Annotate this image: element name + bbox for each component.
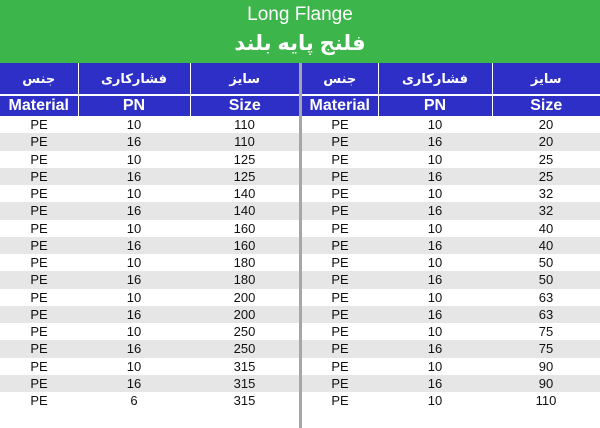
size-cell: 125 xyxy=(190,168,299,185)
header-pn-fa: فشارکاری xyxy=(78,63,190,95)
table-row xyxy=(302,289,600,306)
size-cell: 90 xyxy=(492,375,600,392)
table-row xyxy=(302,237,600,254)
size-cell: 20 xyxy=(492,133,600,150)
material-cell: PE xyxy=(302,289,378,306)
size-cell: 110 xyxy=(190,116,299,133)
size-cell: 315 xyxy=(190,358,299,375)
title-persian: فلنج پایه بلند xyxy=(234,32,366,55)
size-cell: 160 xyxy=(190,220,299,237)
pn-cell: 10 xyxy=(78,220,190,237)
pn-cell: 16 xyxy=(78,133,190,150)
size-cell: 40 xyxy=(492,220,600,237)
material-cell: PE xyxy=(0,151,78,168)
pn-cell: 16 xyxy=(378,340,492,357)
size-cell: 63 xyxy=(492,306,600,323)
table-row xyxy=(302,392,600,409)
material-cell: PE xyxy=(302,116,378,133)
header-size-fa: سایز xyxy=(492,63,600,95)
table-row xyxy=(0,271,299,288)
pn-cell: 16 xyxy=(378,133,492,150)
pn-cell: 10 xyxy=(378,220,492,237)
material-cell: PE xyxy=(0,271,78,288)
size-cell: 75 xyxy=(492,323,600,340)
pn-cell: 6 xyxy=(78,392,190,409)
pn-cell: 10 xyxy=(78,358,190,375)
size-cell: 20 xyxy=(492,116,600,133)
pn-cell: 10 xyxy=(378,358,492,375)
table-row xyxy=(302,375,600,392)
material-cell: PE xyxy=(0,185,78,202)
header-pn-fa: فشارکاری xyxy=(378,63,492,95)
material-cell: PE xyxy=(0,306,78,323)
material-cell: PE xyxy=(302,151,378,168)
material-cell: PE xyxy=(302,202,378,219)
pn-cell: 10 xyxy=(78,323,190,340)
size-cell: 40 xyxy=(492,237,600,254)
table-row xyxy=(0,237,299,254)
material-cell: PE xyxy=(0,375,78,392)
pn-cell: 16 xyxy=(78,202,190,219)
table-row xyxy=(0,220,299,237)
material-cell: PE xyxy=(0,323,78,340)
table-row xyxy=(302,168,600,185)
header-material-fa: جنس xyxy=(0,63,78,95)
pn-cell: 10 xyxy=(378,116,492,133)
material-cell: PE xyxy=(302,358,378,375)
table-row xyxy=(0,375,299,392)
left-table xyxy=(0,63,299,409)
table-row xyxy=(302,133,600,150)
pn-cell: 10 xyxy=(78,116,190,133)
pn-cell: 10 xyxy=(78,289,190,306)
pn-cell: 10 xyxy=(378,185,492,202)
pn-cell: 10 xyxy=(378,289,492,306)
right-table xyxy=(302,63,600,409)
pn-cell: 10 xyxy=(378,392,492,409)
material-cell: PE xyxy=(0,254,78,271)
size-cell: 25 xyxy=(492,168,600,185)
size-cell: 200 xyxy=(190,289,299,306)
size-cell: 90 xyxy=(492,358,600,375)
title-banner xyxy=(0,0,600,63)
size-cell: 75 xyxy=(492,340,600,357)
size-cell: 250 xyxy=(190,340,299,357)
table-row xyxy=(0,289,299,306)
pn-cell: 10 xyxy=(78,185,190,202)
material-cell: PE xyxy=(302,185,378,202)
material-cell: PE xyxy=(0,116,78,133)
header-pn-en: PN xyxy=(378,95,492,116)
pn-cell: 10 xyxy=(78,254,190,271)
table-row xyxy=(0,306,299,323)
pn-cell: 16 xyxy=(378,271,492,288)
size-cell: 315 xyxy=(190,375,299,392)
title-english: Long Flange xyxy=(247,4,353,25)
table-row xyxy=(0,340,299,357)
material-cell: PE xyxy=(0,358,78,375)
material-cell: PE xyxy=(0,392,78,409)
table-row xyxy=(0,151,299,168)
table-row xyxy=(302,185,600,202)
pn-cell: 16 xyxy=(378,375,492,392)
material-cell: PE xyxy=(0,289,78,306)
material-cell: PE xyxy=(0,133,78,150)
table-row xyxy=(0,323,299,340)
header-material-en: Material xyxy=(302,95,378,116)
material-cell: PE xyxy=(302,133,378,150)
size-cell: 315 xyxy=(190,392,299,409)
pn-cell: 16 xyxy=(78,237,190,254)
table-row xyxy=(0,168,299,185)
material-cell: PE xyxy=(302,168,378,185)
size-cell: 110 xyxy=(492,392,600,409)
material-cell: PE xyxy=(302,392,378,409)
size-cell: 250 xyxy=(190,323,299,340)
header-size-fa: سایز xyxy=(190,63,299,95)
size-cell: 50 xyxy=(492,271,600,288)
material-cell: PE xyxy=(302,323,378,340)
size-cell: 200 xyxy=(190,306,299,323)
material-cell: PE xyxy=(302,220,378,237)
table-row xyxy=(302,306,600,323)
material-cell: PE xyxy=(0,168,78,185)
table-row xyxy=(302,358,600,375)
material-cell: PE xyxy=(302,340,378,357)
material-cell: PE xyxy=(0,340,78,357)
material-cell: PE xyxy=(302,271,378,288)
header-size-en: Size xyxy=(190,95,299,116)
size-cell: 110 xyxy=(190,133,299,150)
material-cell: PE xyxy=(302,237,378,254)
header-material-fa: جنس xyxy=(302,63,378,95)
pn-cell: 10 xyxy=(378,323,492,340)
size-cell: 32 xyxy=(492,202,600,219)
material-cell: PE xyxy=(302,306,378,323)
pn-cell: 10 xyxy=(78,151,190,168)
pn-cell: 16 xyxy=(78,271,190,288)
table-row xyxy=(0,133,299,150)
material-cell: PE xyxy=(302,375,378,392)
table-row xyxy=(0,392,299,409)
material-cell: PE xyxy=(302,254,378,271)
left-table-body xyxy=(0,116,299,409)
pn-cell: 16 xyxy=(78,306,190,323)
size-cell: 140 xyxy=(190,185,299,202)
table-row xyxy=(302,202,600,219)
size-cell: 50 xyxy=(492,254,600,271)
size-cell: 180 xyxy=(190,254,299,271)
pn-cell: 16 xyxy=(378,168,492,185)
table-row xyxy=(0,185,299,202)
table-row xyxy=(302,323,600,340)
pn-cell: 10 xyxy=(378,151,492,168)
material-cell: PE xyxy=(0,202,78,219)
pn-cell: 16 xyxy=(378,237,492,254)
size-cell: 160 xyxy=(190,237,299,254)
table-row xyxy=(302,151,600,168)
table-row xyxy=(302,220,600,237)
size-cell: 140 xyxy=(190,202,299,219)
pn-cell: 16 xyxy=(78,375,190,392)
header-material-en: Material xyxy=(0,95,78,116)
size-cell: 63 xyxy=(492,289,600,306)
pn-cell: 16 xyxy=(78,340,190,357)
material-cell: PE xyxy=(0,220,78,237)
pn-cell: 16 xyxy=(78,168,190,185)
pn-cell: 10 xyxy=(378,254,492,271)
size-cell: 125 xyxy=(190,151,299,168)
size-cell: 32 xyxy=(492,185,600,202)
size-cell: 25 xyxy=(492,151,600,168)
size-cell: 180 xyxy=(190,271,299,288)
table-row xyxy=(302,271,600,288)
right-table-body xyxy=(302,116,600,409)
flange-tables xyxy=(0,63,600,428)
table-row xyxy=(302,254,600,271)
table-row xyxy=(302,340,600,357)
table-row xyxy=(0,358,299,375)
table-row xyxy=(0,254,299,271)
header-size-en: Size xyxy=(492,95,600,116)
pn-cell: 16 xyxy=(378,202,492,219)
material-cell: PE xyxy=(0,237,78,254)
header-pn-en: PN xyxy=(78,95,190,116)
pn-cell: 16 xyxy=(378,306,492,323)
table-row xyxy=(0,202,299,219)
table-row xyxy=(0,116,299,133)
table-row xyxy=(302,116,600,133)
